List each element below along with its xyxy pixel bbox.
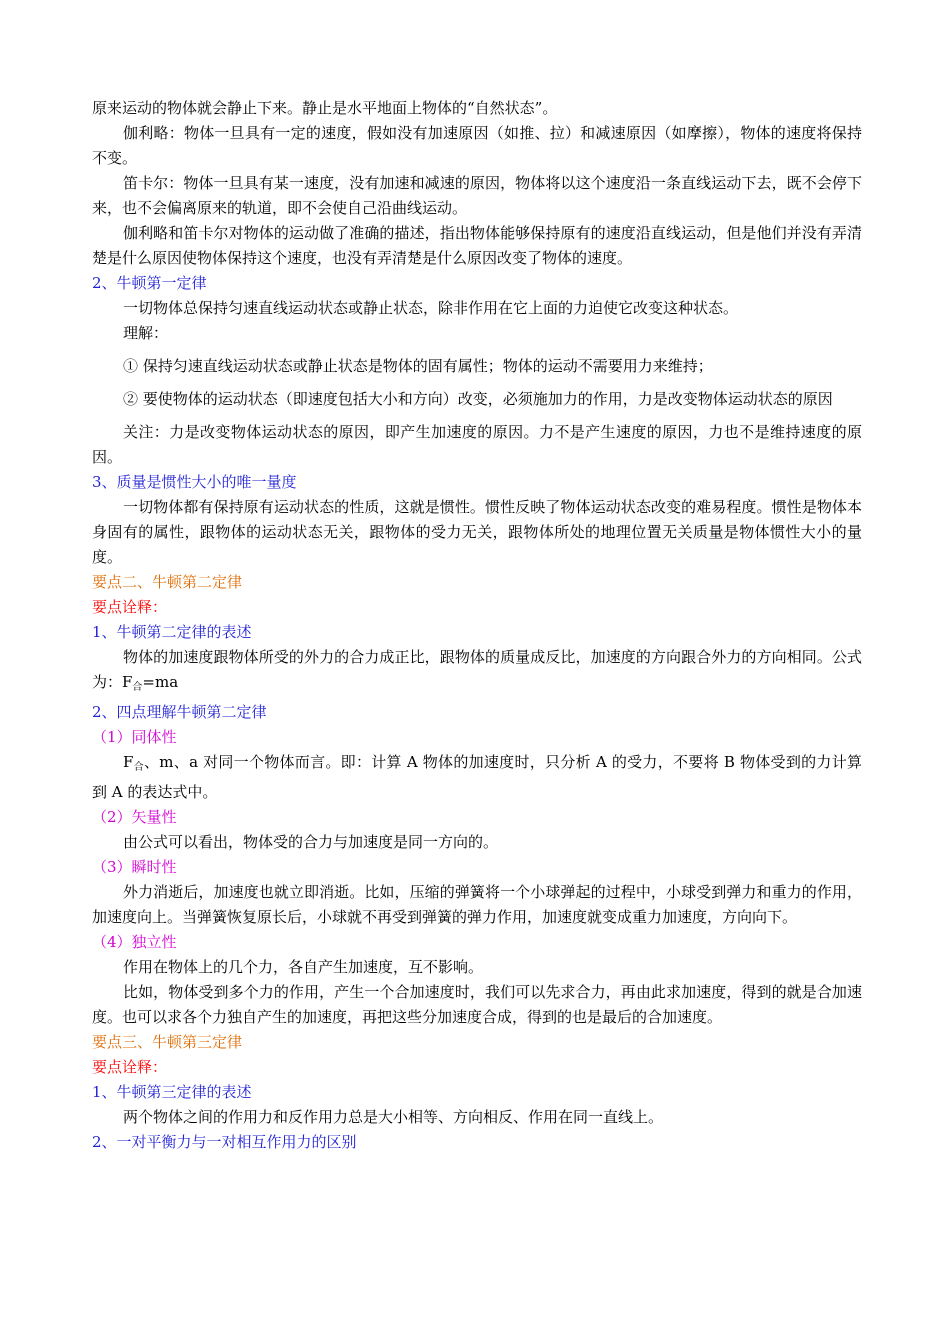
paragraph-first-law-statement: 一切物体总保持匀速直线运动状态或静止状态，除非作用在它上面的力迫使它改变这种状态。 — [123, 299, 739, 317]
paragraph-natural-state: 原来运动的物体就会静止下来。静止是水平地面上物体的“自然状态”。 — [92, 99, 558, 117]
paragraph-inertia: 一切物体都有保持原有运动状态的性质，这就是惯性。惯性反映了物体运动状态改变的难易程度。惯性是物体本身固有的属性，跟物体的运动状态无关，跟物体的受力无关，跟物体所处的地理位置无关质量是物体惯性大小的量度。 — [92, 498, 862, 566]
paragraph-summary: 伽利略和笛卡尔对物体的运动做了准确的描述，指出物体能够保持原有的速度沿直线运动，但是他们并没有弄清楚是什么原因使物体保持这个速度，也没有弄清楚是什么原因改变了物体的速度。 — [92, 224, 862, 267]
paragraph-third-law: 两个物体之间的作用力和反作用力总是大小相等、方向相反、作用在同一直线上。 — [123, 1108, 664, 1126]
heading-same-body: （1）同体性 — [92, 728, 177, 746]
force-symbol: F — [123, 753, 134, 771]
force-subscript: 合 — [133, 762, 144, 773]
heading-instant: （3）瞬时性 — [92, 858, 177, 876]
paragraph-descartes: 笛卡尔：物体一旦具有某一速度，没有加速和减速的原因，物体将以这个速度沿一条直线运动下去，既不会停下来，也不会偏离原来的轨道，即不会使自己沿曲线运动。 — [92, 174, 862, 217]
heading-notes-1: 要点诠释： — [92, 598, 168, 616]
paragraph-independence: 作用在物体上的几个力，各自产生加速度，互不影响。 — [123, 958, 484, 976]
heading-notes-2: 要点诠释： — [92, 1058, 168, 1076]
paragraph-second-law — [92, 645, 862, 700]
heading-four-points: 2、四点理解牛顿第二定律 — [92, 703, 267, 721]
formula-tail: =ma — [142, 673, 179, 691]
paragraph-understanding-2: ② 要使物体的运动状态（即速度包括大小和方向）改变，必须施加力的作用，力是改变物体运动状态的原因 — [123, 390, 833, 408]
paragraph-vector: 由公式可以看出，物体受的合力与加速度是同一方向的。 — [123, 833, 499, 851]
heading-second-law-statement: 1、牛顿第二定律的表述 — [92, 623, 252, 641]
document-page — [92, 96, 862, 1155]
heading-mass-inertia: 3、质量是惯性大小的唯一量度 — [92, 473, 297, 491]
same-body-text: 、m、a 对同一个物体而言。即：计算 A 物体的加速度时，只分析 A 的受力，不要将 B 物体受到的力计算到 A 的表达式中。 — [92, 753, 862, 801]
paragraph-galileo: 伽利略：物体一旦具有一定的速度，假如没有加速原因（如推、拉）和减速原因（如摩擦），物体的速度将保持不变。 — [92, 124, 862, 167]
heading-point-three: 要点三、牛顿第三定律 — [92, 1033, 243, 1051]
heading-force-pairs: 2、一对平衡力与一对相互作用力的区别 — [92, 1133, 357, 1151]
paragraph-understanding-label: 理解： — [123, 324, 169, 342]
paragraph-instant: 外力消逝后，加速度也就立即消逝。比如，压缩的弹簧将一个小球弹起的过程中，小球受到弹力和重力的作用，加速度向上。当弹簧恢复原长后，小球就不再受到弹簧的弹力作用，加速度就变成重力加速度，方向向下。 — [92, 883, 862, 926]
heading-third-law-statement: 1、牛顿第三定律的表述 — [92, 1083, 252, 1101]
paragraph-same-body — [92, 750, 862, 805]
formula-subscript: 合 — [132, 682, 143, 693]
second-law-text: 物体的加速度跟物体所受的外力的合力成正比，跟物体的质量成反比，加速度的方向跟合外力的方向相同。公式为：F — [92, 648, 862, 691]
paragraph-attention: 关注：力是改变物体运动状态的原因，即产生加速度的原因。力不是产生速度的原因，力也不是维持速度的原因。 — [92, 423, 862, 466]
heading-point-two: 要点二、牛顿第二定律 — [92, 573, 243, 591]
paragraph-independence-example: 比如，物体受到多个力的作用，产生一个合加速度时，我们可以先求合力，再由此求加速度，得到的就是合加速度。也可以求各个力独自产生的加速度，再把这些分加速度合成，得到的也是最后的合加速度。 — [92, 983, 862, 1026]
paragraph-understanding-1: ① 保持匀速直线运动状态或静止状态是物体的固有属性；物体的运动不需要用力来维持； — [123, 357, 713, 375]
heading-newton-first-law: 2、牛顿第一定律 — [92, 274, 207, 292]
heading-vector: （2）矢量性 — [92, 808, 177, 826]
heading-independence: （4）独立性 — [92, 933, 177, 951]
